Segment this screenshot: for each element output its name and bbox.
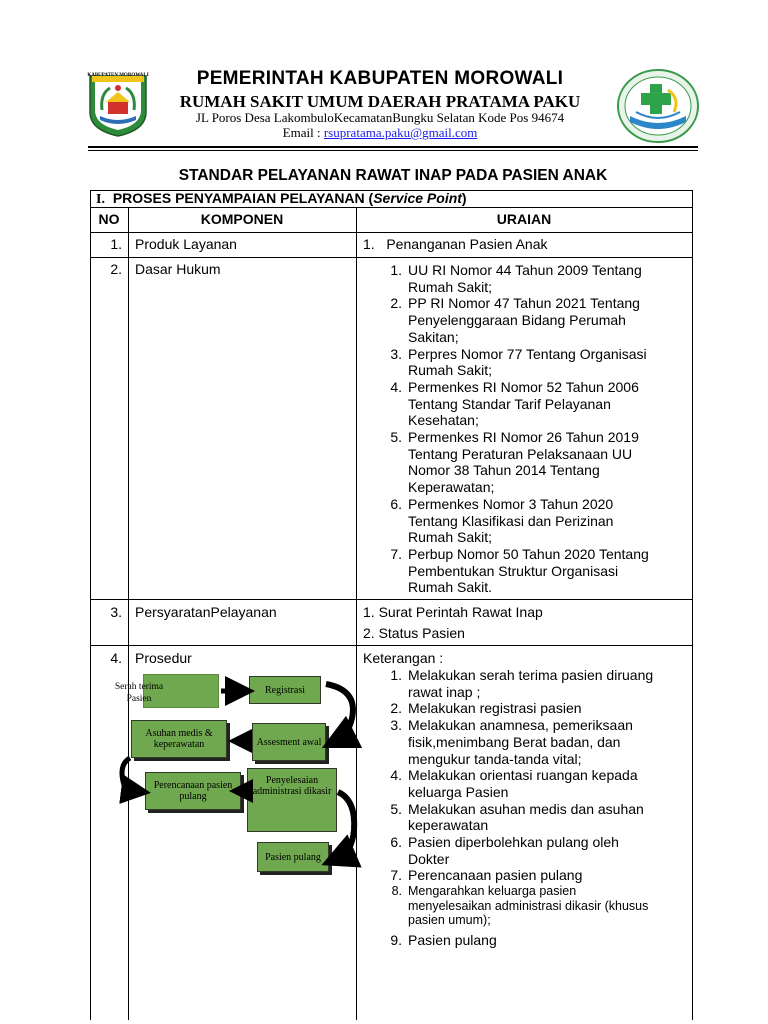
list-item-number: 3. — [390, 345, 402, 362]
flow-box-asuhan: Asuhan medis & keperawatan — [131, 720, 227, 758]
flow-box-perencanaan: Perencanaan pasien pulang — [145, 772, 241, 810]
list-item — [384, 346, 684, 379]
list-item-text: Sakitan; — [408, 328, 459, 345]
list-item — [384, 429, 684, 496]
list-item — [384, 546, 684, 596]
keterangan-list — [384, 667, 684, 948]
list-item-number: 4. — [390, 767, 402, 784]
document-title: STANDAR PELAYANAN RAWAT INAP PADA PASIEN ANAK — [178, 167, 608, 184]
list-item-number: 7. — [390, 545, 402, 562]
letterhead-rule-thin — [88, 150, 698, 151]
column-header-no: NO — [98, 211, 120, 227]
list-item-text: Permenkes RI Nomor 26 Tahun 2019 — [408, 429, 639, 446]
row-komponen: Produk Layanan — [135, 236, 237, 252]
list-item-text: pasien umum); — [408, 913, 491, 928]
section-label-italic: Service Point — [373, 190, 462, 206]
list-item-text: Pembentukan Struktur Organisasi — [408, 562, 619, 579]
flow-box-penyelesaian: Penyelesaian administrasi dikasir — [247, 768, 337, 832]
list-item-text: Pasien diperbolehkan pulang oleh — [408, 834, 619, 851]
list-item-text: PP RI Nomor 47 Tahun 2021 Tentang — [408, 295, 640, 312]
row-number: 1. — [110, 236, 122, 252]
list-item-number: 2. — [390, 295, 402, 312]
list-item-text: fisik,menimbang Berat badan, dan — [408, 733, 621, 750]
dasar-hukum-list — [384, 262, 684, 596]
list-item-text: Permenkes Nomor 3 Tahun 2020 — [408, 495, 614, 512]
list-item-text: Nomor 38 Tahun 2014 Tentang — [408, 462, 600, 479]
list-item — [384, 700, 684, 717]
list-item-number: 4. — [390, 378, 402, 395]
row-uraian-item: 1. Surat Perintah Rawat Inap — [363, 604, 543, 620]
letterhead-subtitle: RUMAH SAKIT UMUM DAERAH PRATAMA PAKU — [179, 92, 581, 111]
row-komponen: PersyaratanPelayanan — [135, 604, 277, 620]
letterhead-address: JL Poros Desa LakombuloKecamatanBungku Selatan Kode Pos 94674 — [195, 110, 565, 125]
row-uraian-item: 2. Status Pasien — [363, 625, 465, 641]
list-item-text: menyelesaikan administrasi dikasir (khusus — [408, 898, 649, 913]
list-item-text: Melakukan asuhan medis dan asuhan — [408, 800, 644, 817]
list-item-text: Melakukan orientasi ruangan kepada — [408, 767, 638, 784]
list-item-number: 8. — [391, 884, 402, 899]
email-link[interactable]: rsupratama.paku@gmail.com — [323, 125, 478, 140]
keterangan-label: Keterangan : — [363, 650, 444, 666]
list-item-number: 6. — [390, 834, 402, 851]
list-item-text: mengukur tanda-tanda vital; — [408, 750, 582, 767]
list-item-text: Permenkes RI Nomor 52 Tahun 2006 — [408, 378, 639, 395]
email-label: Email : — [282, 125, 324, 140]
list-item — [384, 932, 684, 949]
row-komponen: Prosedur — [135, 650, 192, 666]
section-number: I. — [96, 192, 105, 207]
flow-arrow — [122, 758, 136, 791]
list-item — [384, 867, 684, 884]
list-item-text: Mengarahkan keluarga pasien — [408, 884, 577, 899]
list-item-text: Melakukan registrasi pasien — [408, 700, 582, 717]
table-border-right — [692, 190, 693, 1020]
list-item — [384, 884, 684, 928]
list-item — [384, 379, 684, 429]
letterhead-email-line — [120, 125, 640, 141]
list-item — [384, 262, 684, 295]
section-label: PROSES PENYAMPAIAN PELAYANAN ( — [112, 190, 374, 206]
regency-logo-text: KABUPATEN MOROWALI — [87, 73, 149, 78]
list-item-number: 1. — [390, 262, 402, 278]
row-number: 3. — [110, 604, 122, 620]
list-item-text: Tentang Klasifikasi dan Perizinan — [408, 512, 614, 529]
list-item-text: rawat inap ; — [408, 683, 481, 700]
list-item-text: UU RI Nomor 44 Tahun 2009 Tentang — [408, 262, 642, 278]
list-item-text: keluarga Pasien — [408, 783, 509, 800]
list-item-text: Perencanaan pasien pulang — [408, 867, 583, 884]
list-item-text: Dokter — [408, 850, 450, 867]
list-item-text: Rumah Sakit; — [408, 362, 493, 379]
section-label-end: ) — [461, 190, 467, 206]
list-item-text: Tentang Peraturan Pelaksanaan UU — [408, 445, 633, 462]
list-item-number: 2. — [390, 700, 402, 717]
column-header-komponen: KOMPONEN — [200, 211, 284, 227]
list-item-text: Kesehatan; — [408, 412, 479, 429]
list-item — [384, 767, 684, 800]
flow-arrows — [90, 190, 390, 890]
list-item-text: Perbup Nomor 50 Tahun 2020 Tentang — [408, 545, 649, 562]
list-item-number: 7. — [390, 867, 402, 884]
flow-box-assesment: Assesment awal — [252, 723, 326, 761]
list-item — [384, 717, 684, 767]
list-item-number: 5. — [390, 800, 402, 817]
list-item-number: 9. — [390, 931, 402, 948]
list-item — [384, 667, 684, 700]
list-item-text: Perpres Nomor 77 Tentang Organisasi — [408, 345, 647, 362]
list-item-number: 5. — [390, 429, 402, 446]
list-item — [384, 295, 684, 345]
list-item — [384, 834, 684, 867]
letterhead-title: PEMERINTAH KABUPATEN MOROWALI — [196, 68, 564, 89]
row-uraian: 1. Penanganan Pasien Anak — [363, 236, 548, 252]
list-item-text: keperawatan — [408, 817, 489, 834]
list-item-text: Melakukan anamnesa, pemeriksaan — [408, 717, 633, 734]
list-item-text: Rumah Sakit. — [408, 579, 493, 596]
list-item — [384, 801, 684, 834]
list-item-text: Rumah Sakit; — [408, 529, 493, 546]
list-item-text: Melakukan serah terima pasien diruang — [408, 667, 654, 683]
list-item-text: Tentang Standar Tarif Pelayanan — [408, 395, 611, 412]
list-item-text: Rumah Sakit; — [408, 278, 493, 295]
flow-box-pasien-pulang: Pasien pulang — [257, 842, 329, 872]
row-number: 4. — [110, 650, 122, 666]
list-item-text: Keperawatan; — [408, 479, 495, 496]
list-item — [384, 496, 684, 546]
list-item-text: Pasien pulang — [408, 931, 497, 948]
flow-arrow — [338, 792, 354, 858]
flow-label-serah-terima: Serah terima Pasien — [114, 682, 164, 704]
letterhead-rule-thick — [88, 146, 698, 148]
list-item-text: Penyelenggaraan Bidang Perumah — [408, 312, 626, 329]
service-standard-table — [90, 190, 693, 1020]
flow-arrow — [326, 684, 353, 740]
list-item-number: 1. — [390, 667, 402, 683]
flow-box-registrasi: Registrasi — [249, 676, 321, 704]
list-item-number: 6. — [390, 495, 402, 512]
list-item-number: 3. — [390, 717, 402, 734]
row-number: 2. — [110, 261, 122, 277]
column-header-uraian: URAIAN — [496, 211, 552, 227]
row-komponen: Dasar Hukum — [135, 261, 221, 277]
